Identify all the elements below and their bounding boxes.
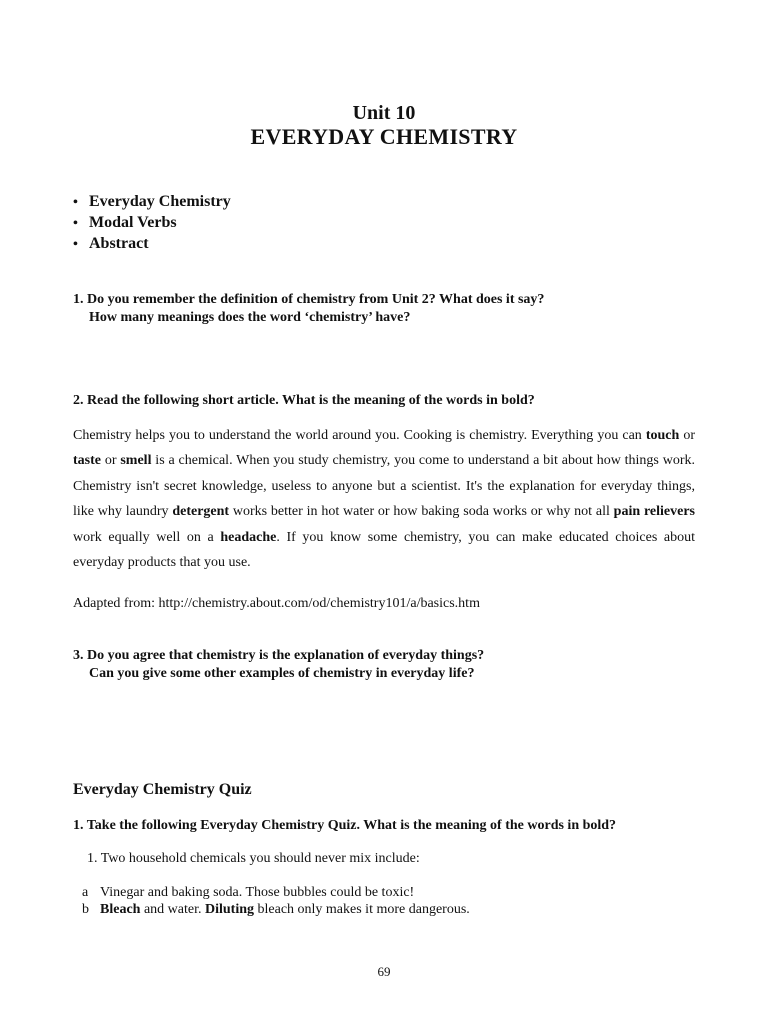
quiz-heading: Everyday Chemistry Quiz	[73, 781, 252, 798]
topic-item	[73, 191, 231, 212]
bold-term-diluting: Diluting	[204, 902, 254, 917]
quiz-instruction: 1. Take the following Everyday Chemistry Quiz. What is the meaning of the words in bold?	[73, 818, 617, 833]
article-text: works better in hot water or how baking soda works or why not all	[229, 504, 614, 520]
topic-label: Everyday Chemistry	[89, 193, 231, 210]
bold-term-taste: taste	[73, 453, 101, 469]
answer-letter: a	[82, 885, 89, 900]
article-text: is a chemical. When you study chemistry, you come to understand a bit about how things work. Chemistry isn't secret knowledge, useless to anyone but a scientist. It's the explanation for everyday things, like why laundry	[73, 453, 695, 520]
answer-text: Vinegar and baking soda. Those bubbles could be toxic!	[100, 885, 415, 900]
question-1-line-2: How many meanings does the word ‘chemistry’ have?	[89, 310, 411, 325]
article-text: or	[101, 453, 121, 469]
article-paragraph	[73, 423, 695, 575]
answer-text: and water.	[140, 902, 205, 917]
bold-term-headache: headache	[220, 529, 277, 545]
question-1-line-1: 1. Do you remember the definition of chemistry from Unit 2? What does it say?	[73, 292, 545, 307]
source-citation: Adapted from: http://chemistry.about.com/od/chemistry101/a/basics.htm	[73, 596, 480, 611]
bullet-icon: •	[73, 237, 78, 252]
bold-term-pain-relievers: pain relievers	[613, 504, 695, 520]
article-text: work equally well on a	[73, 529, 221, 545]
answer-letter: b	[82, 902, 89, 917]
article-text: Chemistry helps you to understand the world around you. Cooking is chemistry. Everything you can	[73, 428, 646, 443]
quiz-answer-b	[82, 901, 470, 919]
question-3	[73, 647, 484, 683]
topic-item	[73, 233, 231, 254]
answer-text: bleach only makes it more dangerous.	[254, 902, 470, 917]
bullet-icon: •	[73, 216, 78, 231]
quiz-item-1: 1. Two household chemicals you should never mix include:	[87, 851, 420, 866]
unit-label: Unit 10	[352, 102, 416, 124]
bold-term-smell: smell	[120, 453, 152, 469]
article-text: . If you know some chemistry, you can make educated choices about everyday products that you use.	[73, 529, 695, 571]
quiz-answer-a	[82, 884, 414, 902]
topic-list	[73, 191, 231, 254]
question-2: 2. Read the following short article. What is the meaning of the words in bold?	[73, 393, 535, 408]
topic-label: Abstract	[89, 235, 149, 252]
article-text: or	[679, 428, 695, 443]
page-number: 69	[377, 964, 391, 979]
bullet-icon: •	[73, 195, 78, 210]
bold-term-touch: touch	[645, 428, 680, 443]
question-3-line-2: Can you give some other examples of chemistry in everyday life?	[89, 666, 475, 681]
topic-item	[73, 212, 231, 233]
topic-label: Modal Verbs	[89, 214, 177, 231]
question-3-line-1: 3. Do you agree that chemistry is the explanation of everyday things?	[73, 648, 485, 663]
bold-term-bleach: Bleach	[100, 902, 141, 917]
question-1	[73, 291, 544, 327]
unit-title: EVERYDAY CHEMISTRY	[250, 124, 518, 149]
bold-term-detergent: detergent	[172, 504, 230, 520]
